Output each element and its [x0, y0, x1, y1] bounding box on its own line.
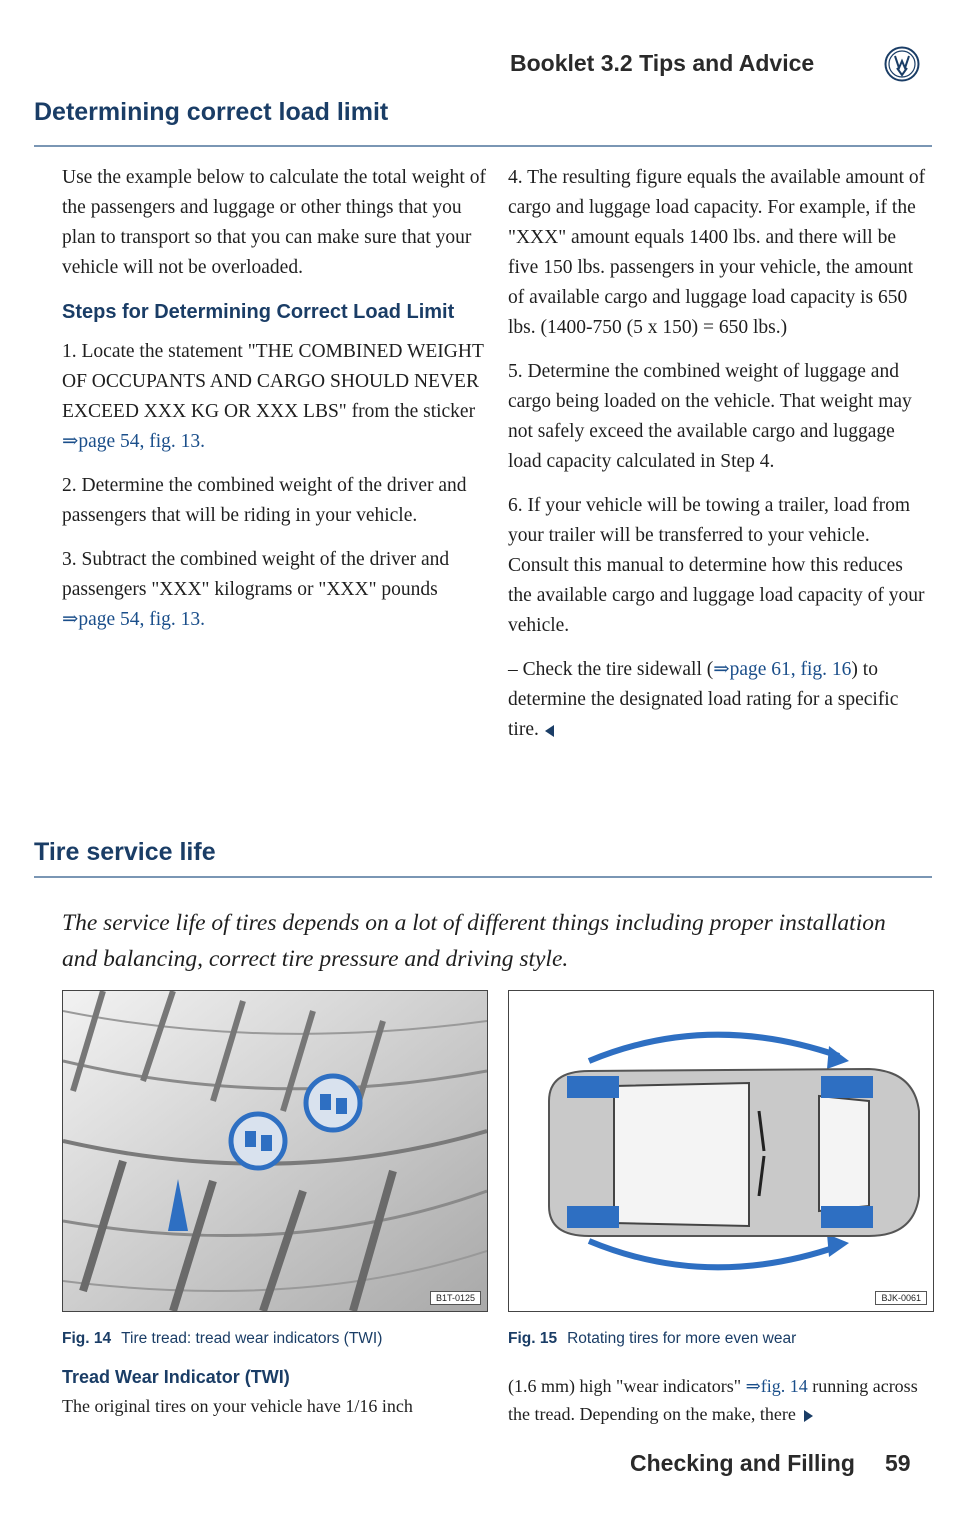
- step-1-text: 1. Locate the statement "THE COMBINED WEIGHT OF OCCUPANTS AND CARGO SHOULD NEVER EXCEED XXX KG OR XXX LBS" from the sticker: [62, 341, 484, 422]
- right-column: [508, 163, 928, 759]
- twi-subheading: Tread Wear Indicator (TWI): [62, 1367, 290, 1387]
- figure-code: BJK-0061: [875, 1291, 927, 1305]
- steps-subheading: Steps for Determining Correct Load Limit: [62, 301, 455, 323]
- footer-section-title: Checking and Filling: [630, 1450, 855, 1476]
- figure-tire-rotation: [508, 990, 934, 1312]
- step-3-text: 3. Subtract the combined weight of the driver and passengers "XXX" kilograms or "XXX" pounds: [62, 549, 450, 600]
- step-1: [62, 337, 487, 457]
- step-3: [62, 545, 487, 635]
- figure-label: Fig. 14: [62, 1330, 112, 1347]
- tire-rotation-diagram: [509, 991, 933, 1311]
- section-end-icon: [545, 725, 554, 737]
- figure-tire-tread: [62, 990, 488, 1312]
- page-ref-link[interactable]: ⇒page 54, fig. 13.: [62, 431, 206, 452]
- figure-ref-link[interactable]: ⇒fig. 14: [745, 1376, 808, 1396]
- tire-tread-illustration: [63, 991, 487, 1311]
- figure-caption-text: Rotating tires for more even wear: [567, 1330, 797, 1347]
- check-text-b: ) to determine the designated load rating for a specific tire.: [508, 659, 899, 740]
- page-ref-link[interactable]: ⇒page 61, fig. 16: [713, 659, 852, 680]
- figure-caption: [508, 1330, 796, 1348]
- vw-logo-icon: [884, 46, 920, 82]
- continue-arrow-icon: [804, 1410, 813, 1422]
- figure-caption: [62, 1330, 382, 1348]
- section-divider: [34, 145, 932, 147]
- figure-label: Fig. 15: [508, 1330, 558, 1347]
- check-instruction: [508, 655, 928, 745]
- figure-caption-text: Tire tread: tread wear indicators (TWI): [121, 1330, 383, 1347]
- step-4: 4. The resulting figure equals the available amount of cargo and luggage load capacity. For example, if the "XXX" amount equals 1400 lbs. and there will be five 150 lbs. passengers in your vehicle, the amount of available cargo and luggage load capacity is 650 lbs. (1400-750 (5 x 150) = 650 lbs.): [508, 167, 926, 338]
- figure-code: B1T-0125: [430, 1291, 481, 1305]
- page-ref-link[interactable]: ⇒page 54, fig. 13.: [62, 609, 206, 630]
- twi-text-right-b: running across the tread. Depending on the make, there: [508, 1376, 918, 1424]
- tire-life-intro: The service life of tires depends on a lot of different things including proper installation and balancing, correct tire pressure and driving style.: [62, 910, 886, 972]
- section-title-tire-life: Tire service life: [34, 838, 216, 866]
- twi-left: [62, 1362, 487, 1420]
- step-2: 2. Determine the combined weight of the driver and passengers that will be riding in your vehicle.: [62, 475, 467, 526]
- section-title-load-limit: Determining correct load limit: [34, 98, 389, 126]
- intro-paragraph: Use the example below to calculate the total weight of the passengers and luggage or other things that you plan to transport so that you can make sure that your vehicle will not be overloaded.: [62, 167, 486, 278]
- page-number: 59: [885, 1450, 911, 1476]
- check-text-a: – Check the tire sidewall (: [508, 659, 714, 680]
- section-divider: [34, 876, 932, 878]
- twi-text-right-a: (1.6 mm) high "wear indicators": [508, 1376, 746, 1396]
- twi-text-left: The original tires on your vehicle have 1/16 inch: [62, 1396, 413, 1416]
- twi-right: [508, 1372, 928, 1428]
- step-6: 6. If your vehicle will be towing a trailer, load from your trailer will be transferred to your vehicle. Consult this manual to determine how this reduces the available cargo and luggage load capacity of your vehicle.: [508, 495, 925, 636]
- step-5: 5. Determine the combined weight of luggage and cargo being loaded on the vehicle. That weight may not safely exceed the available cargo and luggage load capacity calculated in Step 4.: [508, 361, 912, 472]
- left-column: [62, 163, 487, 649]
- booklet-header: Booklet 3.2 Tips and Advice: [510, 50, 815, 76]
